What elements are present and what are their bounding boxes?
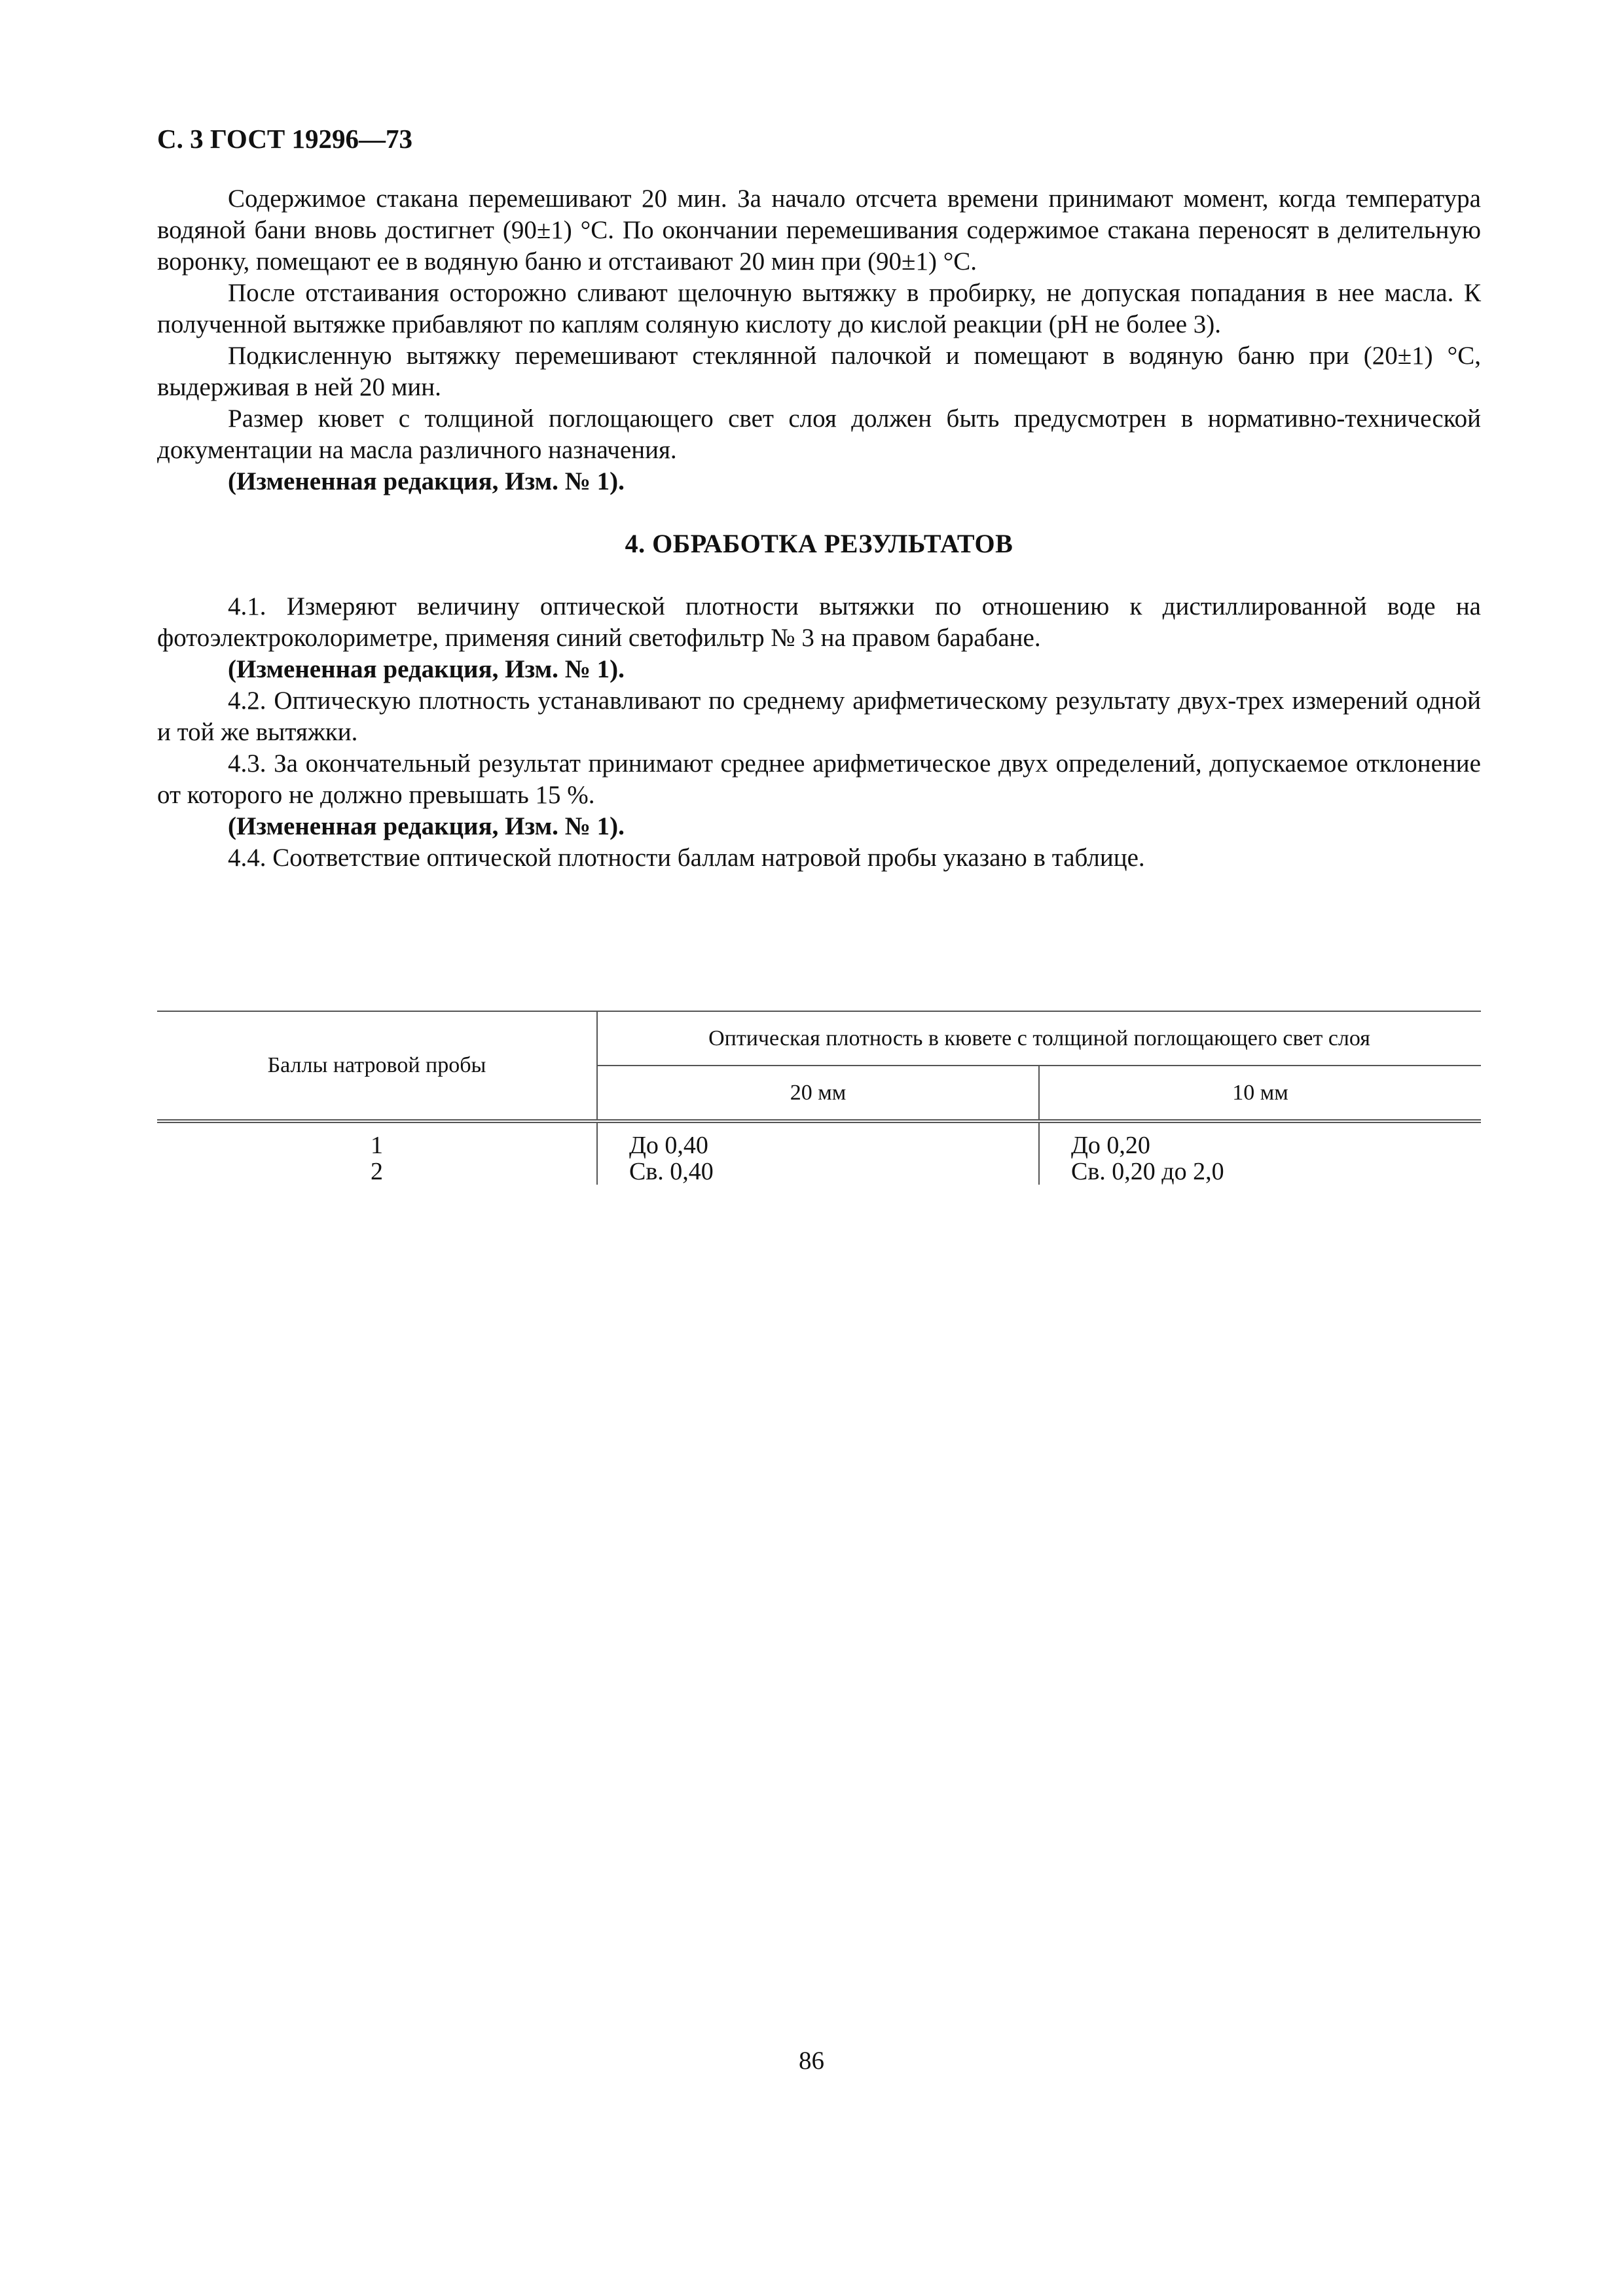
cell-10mm: До 0,20 — [1039, 1121, 1481, 1158]
column-header-20mm: 20 мм — [597, 1066, 1039, 1121]
document-body — [157, 183, 1481, 874]
amendment-note: (Измененная редакция, Изм. № 1). — [228, 655, 625, 683]
amendment-note: (Измененная редакция, Изм. № 1). — [228, 467, 625, 495]
cell-score: 1 — [157, 1121, 597, 1158]
results-table-wrap — [157, 1011, 1481, 1185]
paragraph: Размер кювет с толщиной поглощающего свет слоя должен быть предусмотрен в нормативно-технической документации на масла различного назначения. — [157, 404, 1481, 464]
clause-4-2: 4.2. Оптическую плотность устанавливают по среднему арифметическому результату двух-трех измерений одной и той же вытяжки. — [157, 687, 1481, 746]
amendment-note: (Измененная редакция, Изм. № 1). — [228, 812, 625, 840]
cell-score: 2 — [157, 1158, 597, 1185]
results-table — [157, 1011, 1481, 1185]
table-row — [157, 1158, 1481, 1185]
page-number: 86 — [799, 2047, 824, 2075]
paragraph: После отстаивания осторожно сливают щелочную вытяжку в пробирку, не допуская попадания в нее масла. К полученной вытяжке прибавляют по каплям соляную кислоту до кислой реакции (pH не более 3). — [157, 279, 1481, 338]
running-header: С. 3 ГОСТ 19296—73 — [157, 124, 413, 154]
clause-4-3: 4.3. За окончательный результат принимают среднее арифметическое двух определений, допускаемое отклонение от которого не должно превышать 15 %. — [157, 749, 1481, 809]
clause-4-1: 4.1. Измеряют величину оптической плотности вытяжки по отношению к дистиллированной воде на фотоэлектроколориметре, применяя синий светофильтр № 3 на правом барабане. — [157, 592, 1481, 652]
column-header-score: Баллы натровой пробы — [157, 1011, 597, 1121]
column-header-optical-density: Оптическая плотность в кювете с толщиной поглощающего свет слоя — [597, 1011, 1481, 1066]
cell-20mm: Св. 0,40 — [597, 1158, 1039, 1185]
clause-4-4: 4.4. Соответствие оптической плотности баллам натровой пробы указано в таблице. — [228, 844, 1145, 872]
paragraph: Содержимое стакана перемешивают 20 мин. За начало отсчета времени принимают момент, когда температура водяной бани вновь достигнет (90±1) °С. По окончании перемешивания содержимое стакана переносят в делительную воронку, помещают ее в водяную баню и отстаивают 20 мин при (90±1) °С. — [157, 185, 1481, 276]
table-row — [157, 1121, 1481, 1158]
column-header-10mm: 10 мм — [1039, 1066, 1481, 1121]
section-title: 4. ОБРАБОТКА РЕЗУЛЬТАТОВ — [625, 529, 1013, 558]
paragraph: Подкисленную вытяжку перемешивают стеклянной палочкой и помещают в водяную баню при (20±1) °С, выдерживая в ней 20 мин. — [157, 342, 1481, 401]
cell-10mm: Св. 0,20 до 2,0 — [1039, 1158, 1481, 1185]
cell-20mm: До 0,40 — [597, 1121, 1039, 1158]
